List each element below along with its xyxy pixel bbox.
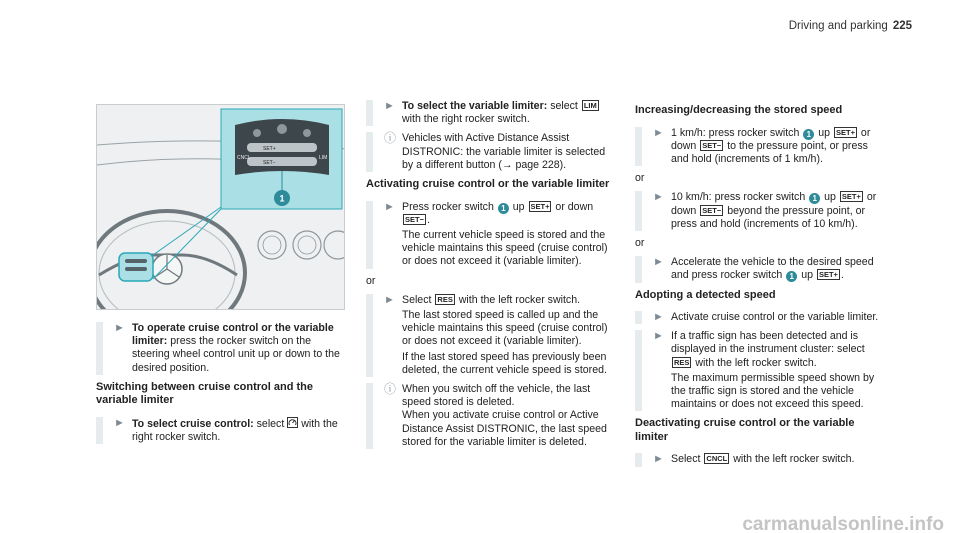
callout-number: 1 <box>279 193 285 204</box>
result-text: The maximum permissible speed shown by the traffic sign is stored and the vehicle maintains or does not exceed this speed. <box>671 371 875 411</box>
arrow-icon: ► <box>653 453 664 466</box>
instruction-text: . <box>840 269 844 282</box>
instruction-bold: To select cruise control: <box>132 417 254 430</box>
arrow-icon: ► <box>653 330 664 343</box>
instruction-operate <box>96 322 341 375</box>
arrow-icon: ► <box>384 293 395 306</box>
instruction-text: 10 km/h: press rocker switch <box>671 191 806 204</box>
instruction-text: Accelerate the vehicle to the desired speed and press rocker switch <box>671 256 874 282</box>
callout-badge: 1 <box>803 129 814 140</box>
section-heading: Increasing/decreasing the stored speed <box>635 104 843 116</box>
instruction-text: with the left rocker switch. <box>733 453 855 466</box>
result-text: If the last stored speed has previously been deleted, the current vehicle speed is stored. <box>402 350 607 376</box>
result-text: The last stored speed is called up and the vehicle maintains this speed (cruise control) or does not exceed it (variable limiter). <box>402 308 608 348</box>
result-text: The current vehicle speed is stored and the vehicle maintains this speed (cruise control) or does not exceed it (variable limiter). <box>402 228 608 268</box>
instruction-press-rocker <box>366 201 611 269</box>
lim-key-icon: LIM <box>583 101 597 110</box>
section-heading: Switching between cruise control and the variable limiter <box>96 380 313 407</box>
instruction-text: up <box>801 269 813 282</box>
instruction-10kmh <box>635 191 880 231</box>
instruction-cancel <box>635 453 880 466</box>
arrow-icon: ► <box>114 322 125 334</box>
set-plus-key-icon: SET+ <box>818 270 838 280</box>
or-text: or <box>635 236 645 249</box>
instruction-text: up <box>512 200 525 213</box>
section-heading: Activating cruise control or the variable limiter <box>366 178 610 191</box>
instruction-text: or down <box>671 191 877 217</box>
instruction-text: up <box>824 191 836 204</box>
instruction-bold: To operate cruise control or the variable limiter: <box>132 322 334 348</box>
note-text: When you activate cruise control or Active Distance Assist DISTRONIC, the last speed stored for the variable limiter is deleted. <box>402 409 607 448</box>
label-set-minus: SET− <box>263 160 276 166</box>
steering-wheel-illustration <box>96 104 345 310</box>
set-plus-key-icon: SET+ <box>841 192 861 202</box>
instruction-select-limiter <box>366 100 611 126</box>
section-title: Driving and parking <box>788 20 888 32</box>
cockpit-drawing <box>97 105 345 310</box>
instruction-bold: To select the variable limiter: <box>402 100 548 112</box>
instruction-text: Select <box>671 453 701 466</box>
instruction-text: press the rocker switch on the steering wheel control unit up or down to the desired position. <box>132 335 340 374</box>
info-icon: ⓘ <box>384 131 397 146</box>
or-text: or <box>635 172 645 185</box>
instruction-1kmh <box>635 127 880 167</box>
arrow-icon: ► <box>653 126 664 139</box>
set-plus-key-icon: SET+ <box>530 201 550 211</box>
or-text: or <box>366 274 376 287</box>
label-cncl: CNCL <box>237 155 251 161</box>
page-number: 225 <box>892 20 912 32</box>
arrow-icon: ► <box>384 100 395 112</box>
info-icon: ⓘ <box>384 381 397 396</box>
column-right <box>635 100 880 473</box>
instruction-text: . <box>426 213 430 226</box>
set-minus-key-icon: SET− <box>702 205 722 215</box>
callout-badge: 1 <box>786 271 797 282</box>
instruction-accelerate <box>635 256 880 282</box>
instruction-text: to the pressure point, or press and hold (increments of 1 km/h). <box>671 139 868 165</box>
instruction-text: up <box>818 126 831 139</box>
cncl-key-icon: CNCL <box>706 454 728 464</box>
instruction-text: beyond the pressure point, or press and hold (increments of 10 km/h). <box>671 204 866 230</box>
instruction-activate <box>635 311 880 324</box>
instruction-select-cruise <box>96 417 341 444</box>
instruction-text: Press rocker switch <box>402 200 494 213</box>
callout-badge: 1 <box>809 193 820 204</box>
instruction-text: 1 km/h: press rocker switch <box>671 126 800 139</box>
column-middle <box>366 100 611 455</box>
res-key-icon: RES <box>674 357 690 367</box>
info-note <box>366 383 611 449</box>
set-minus-key-icon: SET− <box>702 140 722 150</box>
instruction-text: with the right rocker switch. <box>132 417 338 444</box>
label-lim: LIM <box>319 155 328 161</box>
instruction-text: select <box>256 417 285 430</box>
instruction-text: Activate cruise control or the variable limiter. <box>671 311 879 324</box>
set-minus-key-icon: SET− <box>405 214 424 224</box>
column-left <box>96 322 341 450</box>
instruction-text: Select <box>402 293 432 306</box>
note-text: Vehicles with Active Distance Assist DISTRONIC: the variable limiter is selected by a different button (→ page 228). <box>402 132 606 171</box>
instruction-text: or down <box>671 126 871 152</box>
arrow-icon: ► <box>653 256 664 269</box>
page-header <box>789 20 912 33</box>
instruction-select-res <box>366 294 611 377</box>
label-set-plus: SET+ <box>263 146 276 152</box>
arrow-icon: ► <box>384 200 395 213</box>
cruise-control-icon <box>287 417 298 428</box>
instruction-text: or down <box>555 200 594 213</box>
instruction-traffic-sign <box>635 330 880 411</box>
instruction-text: If a traffic sign has been detected and is displayed in the instrument cluster: select <box>671 330 865 356</box>
res-key-icon: RES <box>437 294 453 304</box>
instruction-text: with the left rocker switch. <box>695 356 817 369</box>
note-text: When you switch off the vehicle, the last speed stored is deleted. <box>402 382 591 409</box>
callout-badge: 1 <box>498 203 509 214</box>
arrow-icon: ► <box>114 416 125 429</box>
section-heading: Deactivating cruise control or the variable limiter <box>635 417 855 443</box>
set-plus-key-icon: SET+ <box>836 127 855 137</box>
instruction-text: select <box>550 100 578 112</box>
watermark: carmanualsonline.info <box>742 513 944 533</box>
section-heading: Adopting a detected speed <box>635 288 776 301</box>
arrow-icon: ► <box>653 191 664 204</box>
instruction-text: with the right rocker switch. <box>402 113 530 126</box>
instruction-text: with the left rocker switch. <box>458 293 581 306</box>
arrow-icon: ► <box>653 311 664 324</box>
info-note <box>366 132 611 172</box>
